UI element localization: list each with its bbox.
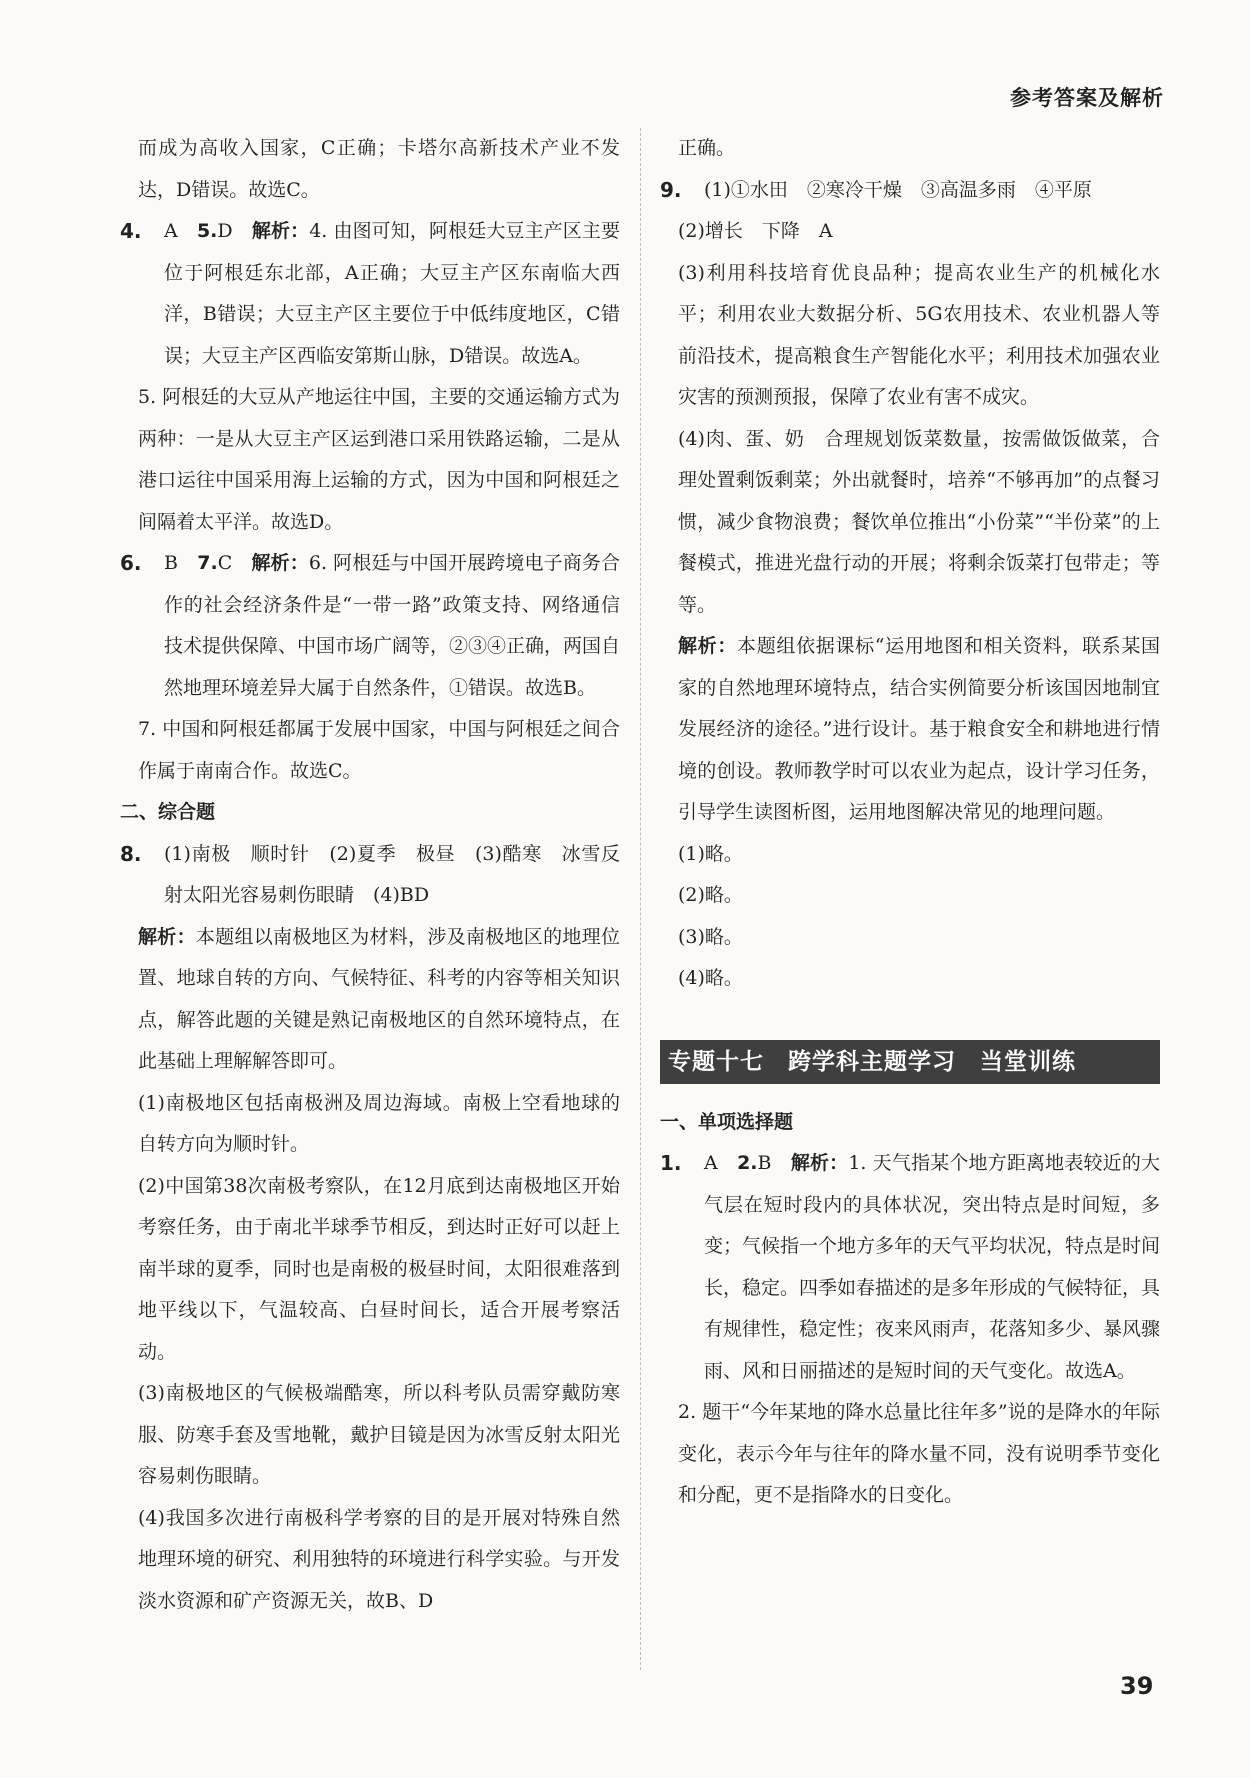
left-column — [120, 128, 620, 1622]
analysis-paragraph: 解析：本题组依据课标“运用地图和相关资料，联系某国家的自然地理环境特点，结合实例简要分析该国因地制宜发展经济的途径。”进行设计。基于粮食安全和耕地进行情境的创设。教师教学时可以农业为起点，设计学习任务，引导学生读图析图，运用地图解决常见的地理问题。 — [678, 635, 1160, 823]
answer-text: (1)南极 顺时针 (2)夏季 极昼 (3)酷寒 冰雪反射太阳光容易刺伤眼睛 (4)BD — [164, 842, 620, 906]
section-heading: 一、单项选择题 — [660, 1110, 794, 1133]
answer-text: (3)利用科技培育优良品种；提高农业生产的机械化水平；利用农业大数据分析、5G农用技术、农业机器人等前沿技术，提高粮食生产智能化水平；利用技术加强农业灾害的预测预报，保障了农业有害不成灾。 — [678, 261, 1160, 408]
question-6-7 — [120, 543, 620, 709]
brief-answer: (3)略。 — [678, 925, 743, 948]
column-divider — [640, 128, 641, 1670]
answer-text: (1)①水田 ②寒冷干燥 ③高温多雨 ④平原 — [704, 178, 1092, 201]
question-1-2 — [660, 1143, 1160, 1392]
analysis-paragraph: (2)中国第38次南极考察队，在12月底到达南极地区开始考察任务，由于南北半球季节相反，到达时正好可以赶上南半球的夏季，同时也是南极的极昼时间，太阳很难落到地平线以下，气温较高、白昼时间长，适合开展考察活动。 — [138, 1174, 620, 1363]
question-number: 8. — [120, 841, 142, 866]
analysis-paragraph: (1)南极地区包括南极洲及周边海域。南极上空看地球的自转方向为顺时针。 — [138, 1091, 620, 1155]
answer-text: (2)增长 下降 A — [678, 220, 833, 242]
analysis-paragraph: 解析：本题组以南极地区为材料，涉及南极地区的地理位置、地球自转的方向、气候特征、科考的内容等相关知识点，解答此题的关键是熟记南极地区的自然环境特点，在此基础上理解解答即可。 — [138, 925, 620, 1072]
answer-text: B 7.C 解析：6. 阿根廷与中国开展跨境电子商务合作的社会经济条件是“一带一路”政策支持、网络通信技术提供保障、中国市场广阔等，②③④正确，两国自然地理环境差异大属于自然条件，①错误。故选B。 — [164, 552, 621, 699]
analysis-paragraph: (3)南极地区的气候极端酷寒，所以科考队员需穿戴防寒服、防寒手套及雪地靴，戴护目镜是因为冰雪反射太阳光容易刺伤眼睛。 — [138, 1382, 620, 1487]
answer-text: A 2.B 解析：1. 天气指某个地方距离地表较近的大气层在短时段内的具体状况，突出特点是时间短，多变；气候指一个地方多年的天气平均状况，特点是时间长，稳定。四季如春描述的是多年形成的气候特征，具有规律性，稳定性；夜来风雨声，花落知多少、暴风骤雨、风和日丽描述的是短时间的天气变化。故选A。 — [704, 1152, 1161, 1382]
analysis-paragraph: 5. 阿根廷的大豆从产地运往中国，主要的交通运输方式为两种：一是从大豆主产区运到港口采用铁路运输，二是从港口运往中国采用海上运输的方式，因为中国和阿根廷之间隔着太平洋。故选D。 — [138, 386, 620, 533]
brief-answer: (1)略。 — [678, 842, 743, 865]
question-9 — [660, 170, 1160, 212]
question-number: 9. — [660, 177, 682, 202]
answer-text: A 5.D 解析：4. 由图可知，阿根廷大豆主产区主要位于阿根廷东北部，A正确；大豆主产区东南临大西洋，B错误；大豆主产区主要位于中低纬度地区，C错误；大豆主产区西临安第斯山脉，D错误。故选A。 — [164, 220, 620, 367]
question-number: 4. — [120, 219, 142, 243]
question-number: 6. — [120, 551, 142, 575]
section-heading: 二、综合题 — [120, 801, 216, 823]
left-continuation: 而成为高收入国家，C正确；卡塔尔高新技术产业不发达，D错误。故选C。 — [138, 137, 620, 201]
topic-banner: 专题十七 跨学科主题学习 当堂训练 — [660, 1040, 1160, 1084]
analysis-paragraph: 7. 中国和阿根廷都属于发展中国家，中国与阿根廷之间合作属于南南合作。故选C。 — [138, 718, 620, 782]
question-4-5 — [120, 211, 620, 377]
question-8 — [120, 834, 620, 917]
right-column — [660, 128, 1160, 1517]
right-continuation: 正确。 — [678, 137, 736, 159]
answer-text: (4)肉、蛋、奶 合理规划饭菜数量，按需做饭做菜，合理处置剩饭剩菜；外出就餐时，培养“不够再加”的点餐习惯，减少食物浪费；餐饮单位推出“小份菜”“半份菜”的上餐模式，推进光盘行动的开展；将剩余饭菜打包带走；等等。 — [678, 427, 1160, 616]
analysis-paragraph: (4)我国多次进行南极科学考察的目的是开展对特殊自然地理环境的研究、利用独特的环境进行科学实验。与开发淡水资源和矿产资源无关，故B、D — [138, 1506, 620, 1612]
brief-answer: (2)略。 — [678, 884, 743, 906]
question-number: 1. — [660, 1151, 682, 1175]
brief-answer: (4)略。 — [678, 967, 743, 989]
analysis-paragraph: 2. 题干“今年某地的降水总量比往年多”说的是降水的年际变化，表示今年与往年的降水量不同，没有说明季节变化和分配，更不是指降水的日变化。 — [678, 1401, 1160, 1506]
page-number: 39 — [1120, 1672, 1154, 1700]
page-header-title: 参考答案及解析 — [1010, 86, 1164, 110]
